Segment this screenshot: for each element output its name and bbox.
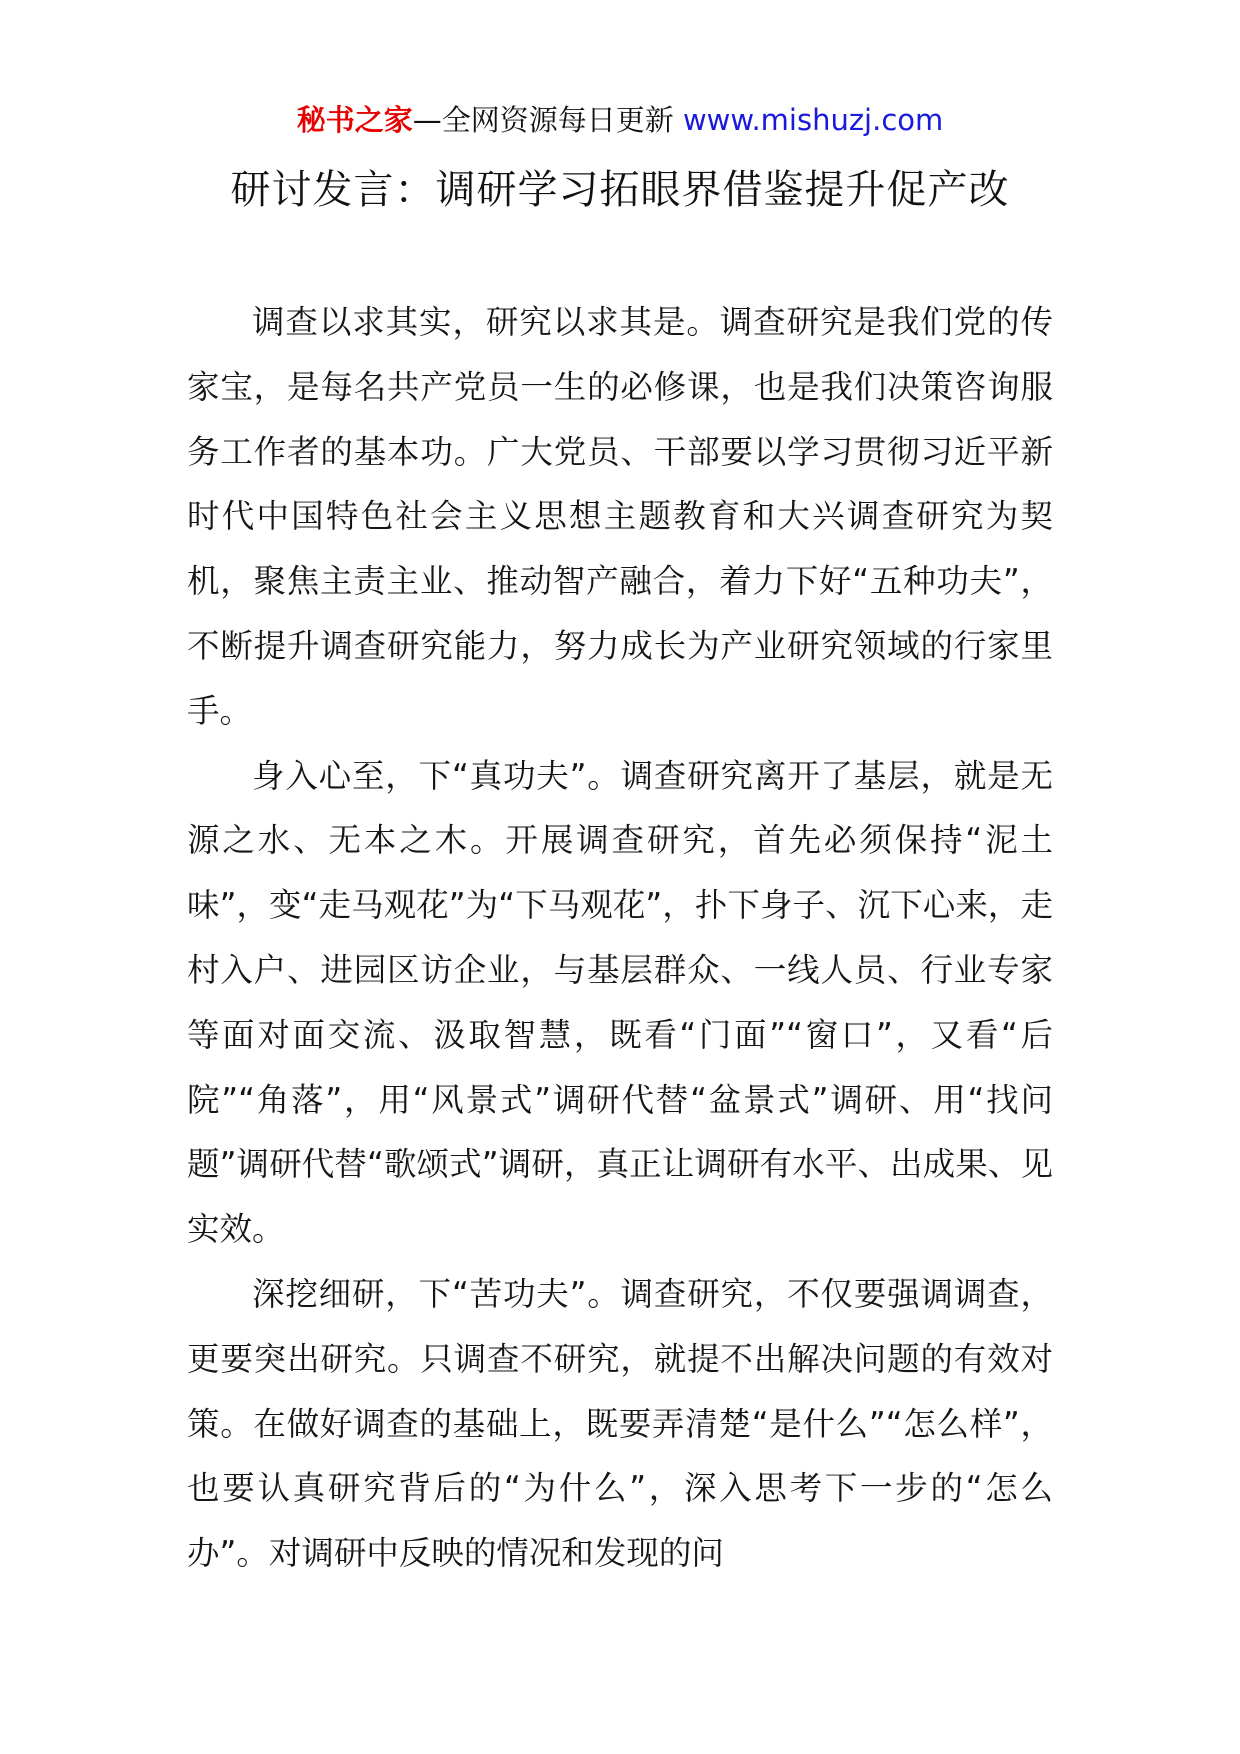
site-header [0, 100, 1240, 140]
paragraph: 调查以求其实，研究以求其是。调查研究是我们党的传家宝，是每名共产党员一生的必修课，也是我们决策咨询服务工作者的基本功。广大党员、干部要以学习贯彻习近平新时代中国特色社会主义思想主题教育和大兴调查研究为契机，聚焦主责主业、推动智产融合，着力下好“五种功夫”，不断提升调查研究能力，努力成长为产业研究领域的行家里手。 [187, 303, 1053, 730]
document-title: 研讨发言：调研学习拓眼界借鉴提升促产改 [230, 167, 1010, 213]
site-url-link[interactable]: www.mishuzj.com [682, 103, 944, 137]
brand-name: 秘书之家 [296, 103, 413, 137]
document-body [187, 290, 1053, 1586]
header-tagline: —全网资源每日更新 [412, 103, 674, 137]
paragraph: 身入心至，下“真功夫”。调查研究离开了基层，就是无源之水、无本之木。开展调查研究，首先必须保持“泥土味”，变“走马观花”为“下马观花”，扑下身子、沉下心来，走村入户、进园区访企业，与基层群众、一线人员、行业专家等面对面交流、汲取智慧，既看“门面”“窗口”，又看“后院”“角落”，用“风景式”调研代替“盆景式”调研、用“找问题”调研代替“歌颂式”调研，真正让调研有水平、出成果、见实效。 [187, 756, 1053, 1249]
paragraph: 深挖细研，下“苦功夫”。调查研究，不仅要强调调查，更要突出研究。只调查不研究，就提不出解决问题的有效对策。在做好调查的基础上，既要弄清楚“是什么”“怎么样”，也要认真研究背后的“为什么”，深入思考下一步的“怎么办”。对调研中反映的情况和发现的问 [187, 1274, 1053, 1573]
